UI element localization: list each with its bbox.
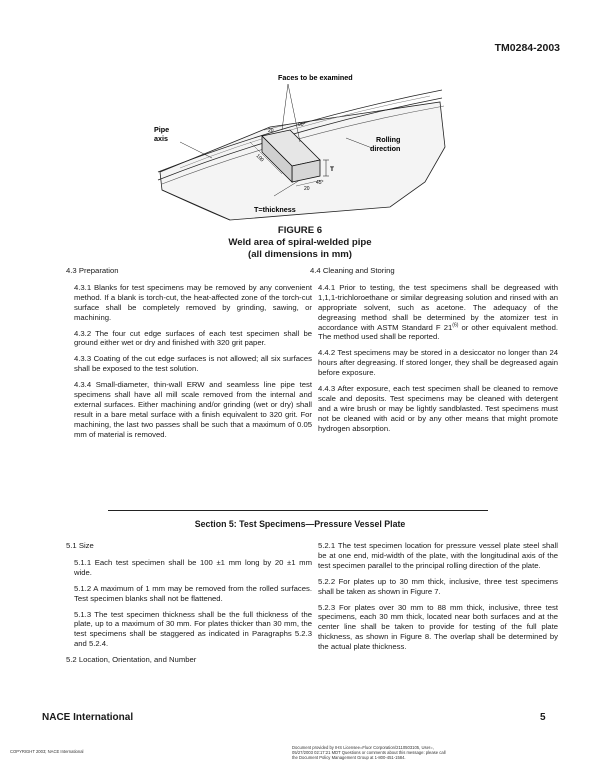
heading-4-3: 4.3 Preparation	[66, 266, 119, 275]
dim-45: 45°	[316, 180, 324, 186]
heading-4-4: 4.4 Cleaning and Storing	[310, 266, 395, 275]
para-4-4-1: 4.4.1 Prior to testing, the test specimens shall be degreased with 1,1,1-trichloroethane or similar degreasing solution and rinsed with an appropriate solvent, such as acetone. The adequacy of the degreasing method shall be determined by the atomizer test in accordance with ASTM Standard F 21$^{(6)}$ or other equivalent method. The method used shall be reported.	[318, 282, 558, 342]
right-column	[310, 266, 558, 440]
figure-6-diagram	[150, 72, 450, 224]
label-pipe: Pipe	[154, 125, 170, 134]
label-t: T	[330, 166, 334, 173]
figure-caption-line2: (all dimensions in mm)	[248, 249, 352, 260]
license-notice: Document provided by IHS Licensee=Fluor Corporation/2110503105, User=, 05/27/2003 02:17:21 MDT Questions or comments about this message: please call the Document Policy Management Group at 1-800-451-1584.	[292, 745, 446, 761]
dim-20a: 20	[268, 128, 274, 134]
label-faces: Faces to be examined	[278, 73, 353, 82]
para-5-1-2: 5.1.2 A maximum of 1 mm may be removed from the rolled surfaces. Test specimen blanks shall not be flattened.	[74, 583, 312, 603]
para-4-3-2: 4.3.2 The four cut edge surfaces of each test specimen shall be ground either wet or dry and finished with 320 grit paper.	[74, 328, 312, 348]
figure-caption-line1: Weld area of spiral-welded pipe	[228, 237, 372, 248]
footnote-ref: (6)	[452, 321, 459, 328]
copyright-notice: COPYRIGHT 2003; NACE International	[10, 749, 84, 754]
para-4-3-3: 4.3.3 Coating of the cut edge surfaces is not allowed; all six surfaces shall be exposed to the test solution.	[74, 354, 312, 374]
para-4-3-4: 4.3.4 Small-diameter, thin-wall ERW and seamless line pipe test specimens shall have all mill scale removed from the internal and external surfaces. Either machining and/or grinding (wet or dry) shall result in a bare metal surface with a finish equivalent to 320 grit. For machining, the last two passes shall be such that a maximum of 0.05 mm of material is removed.	[74, 380, 312, 439]
para-5-2-2: 5.2.2 For plates up to 30 mm thick, inclusive, three test specimens shall be taken as shown in Figure 7.	[318, 576, 558, 596]
label-thickness: T=thickness	[254, 205, 296, 214]
document-id: TM0284-2003	[494, 42, 560, 54]
dim-90: 90°	[298, 122, 306, 128]
heading-5-2: 5.2 Location, Orientation, and Number	[66, 655, 197, 665]
dim-20b: 20	[304, 186, 310, 192]
para-4-4-2: 4.4.2 Test specimens may be stored in a desiccator no longer than 24 hours after degreasing. If stored longer, they shall be degreased again before exposure.	[318, 348, 558, 378]
heading-5-1: 5.1 Size	[66, 541, 94, 550]
para-5-2-1: 5.2.1 The test specimen location for pressure vessel plate steel shall be at one end, mid-width of the plate, with the longitudinal axis of the test specimen parallel to the principal rolling direction of the plate.	[318, 541, 558, 570]
section-5-title: Section 5: Test Specimens—Pressure Vessel Plate	[194, 519, 406, 529]
label-axis: axis	[154, 134, 168, 143]
margin-watermark	[568, 262, 576, 332]
label-direction: direction	[370, 144, 401, 153]
figure-caption	[0, 225, 600, 261]
para-4-3-1: 4.3.1 Blanks for test specimens may be removed by any convenient method. If a blank is torch-cut, the heat-affected zone of the torch-cut surface shall be completely removed by grinding, sawing, or machining.	[74, 282, 312, 322]
para-5-1-3: 5.1.3 The test specimen thickness shall be the full thickness of the plate, up to a maximum of 30 mm. For plates thicker than 30 mm, the test specimens shall be staggered as indicated in Paragraphs 5.2.3 and 5.2.4.	[74, 609, 312, 649]
section5-left-column	[66, 541, 312, 672]
para-4-4-3: 4.4.3 After exposure, each test specimen shall be cleaned to remove scale and deposits. Test specimens may be cleaned with detergent and a wire brush or may be lightly sandblasted. Test specimens must not be cleaned with acid or by any other means that might promote hydrogen absorption.	[318, 384, 558, 433]
label-rolling: Rolling	[376, 135, 401, 144]
dim-100: 100	[254, 153, 265, 164]
para-5-1-1: 5.1.1 Each test specimen shall be 100 ±1 mm long by 20 ±1 mm wide.	[74, 557, 312, 577]
page-number: 5	[540, 712, 546, 723]
footer-organization: NACE International	[42, 712, 134, 723]
section5-right-column	[318, 541, 558, 658]
left-column	[66, 266, 312, 446]
section-divider	[108, 510, 488, 511]
para-5-2-3: 5.2.3 For plates over 30 mm to 88 mm thick, inclusive, three test specimens, each 30 mm thick, located near both surfaces and at the center line shall be taken to provide for testing of the full plate thickness, as shown in Figure 8. The overlap shall be determined by the actual plate thickness.	[318, 602, 558, 652]
figure-title: FIGURE 6	[277, 225, 323, 236]
